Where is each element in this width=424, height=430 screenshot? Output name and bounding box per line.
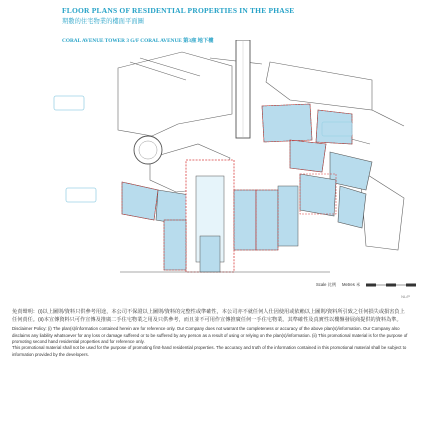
scale-label: Scale 比例 bbox=[316, 282, 337, 287]
podium-outline-north bbox=[266, 62, 372, 110]
plan-code: NL/P bbox=[401, 294, 410, 299]
landscape-outline bbox=[118, 52, 232, 136]
floor-plan-drawing bbox=[0, 40, 424, 278]
scale-bar-row bbox=[316, 279, 416, 291]
hatch-line bbox=[130, 62, 186, 80]
floor-plan bbox=[0, 40, 424, 278]
disclaimer-english-cont: This promotional material shall not be used for the purpose of promoting first-hand residential properties. The accuracy and truth of the information contained in this promotional material shall be subject to information provided by the developers. bbox=[12, 345, 407, 357]
disclaimer-english: Disclaimer Policy: (i) The plan(s)/information contained herein are for reference only. Our Company does not warrant the completeness or accuracy of the above plan(s)/information. Our Company also disclaims any liability whatsoever for any loss or damage suffered or to be suffered by any person as a result of using or relying on the plan(s)/information. (ii) This promotional material is for the purpose of promoting second hand residential properties and for reference only. bbox=[12, 326, 408, 344]
unit-fill bbox=[262, 104, 312, 142]
floor-subtitle: CORAL AVENUE TOWER 3 G/F CORAL AVENUE 第3座 地下樓 bbox=[62, 38, 214, 44]
round-structure bbox=[134, 136, 162, 164]
page-title: FLOOR PLANS OF RESIDENTIAL PROPERTIES IN THE PHASE bbox=[62, 6, 295, 15]
scale-bar bbox=[366, 282, 416, 288]
page-header bbox=[62, 6, 402, 44]
disclaimer-chinese: 免責聲明：(i)以上圖則/資料只供參考用途，本公司不保證以上圖則/資料的完整性或準確性，本公司亦不就任何人仕因使用或依賴以上圖則/資料所引致之任何損失或損害負上任何責任。(ii)本宣傳資料只可作宣傳及推廣二手住宅物業之用及只供參考，而且並不可用作宣傳推廣任何一手住宅物業。其準確性及真實性以樓盤發展商提供的資料為準。 bbox=[12, 309, 405, 323]
disclaimer bbox=[12, 309, 408, 358]
scale-unit: Metres 米 bbox=[342, 282, 361, 287]
page-title-chinese: 期數的住宅物業的樓面平面圖 bbox=[62, 18, 144, 25]
